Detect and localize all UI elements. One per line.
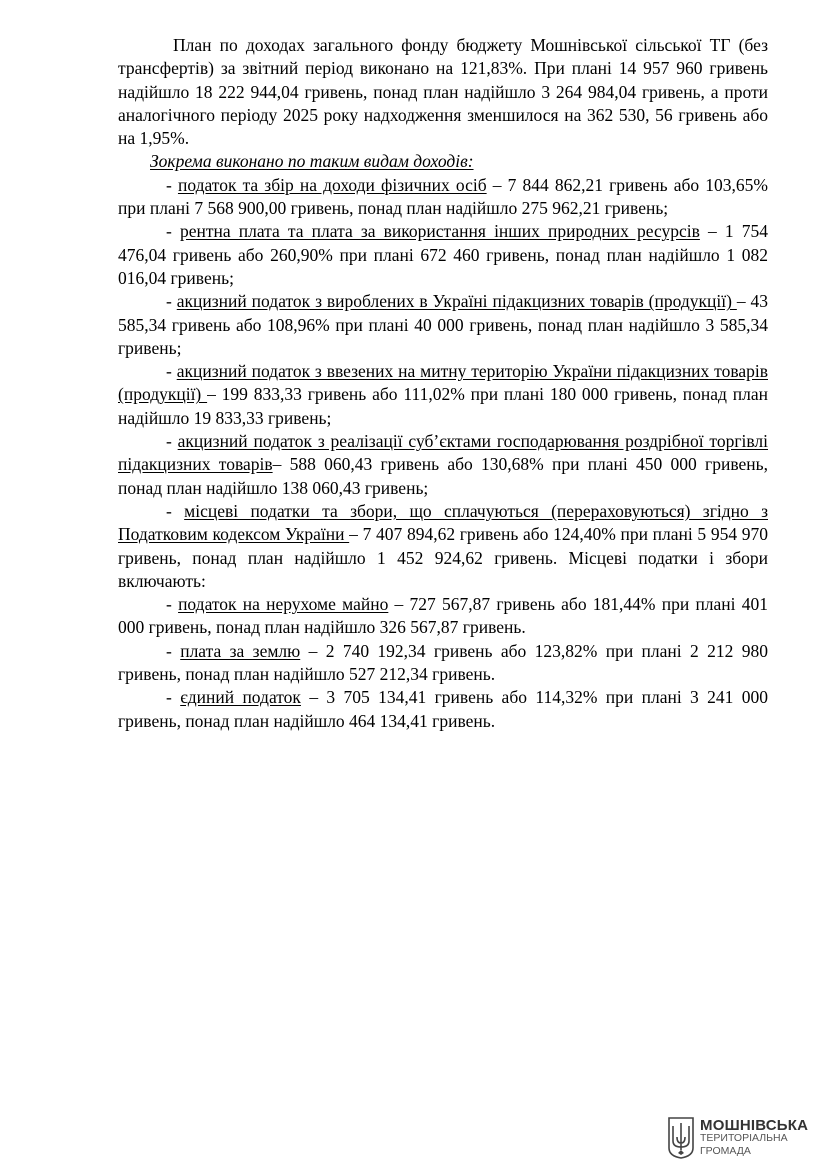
revenue-item-text: – 199 833,33 гривень або 111,02% при плані 180 000 гривень, понад план надійшло 19 833,33 гривень; bbox=[118, 384, 768, 428]
list-bullet: - bbox=[166, 594, 179, 615]
revenue-item bbox=[118, 686, 768, 733]
trident-emblem-icon bbox=[668, 1117, 694, 1159]
community-logo bbox=[668, 1113, 808, 1163]
revenue-item bbox=[118, 290, 768, 360]
list-bullet: - bbox=[166, 291, 177, 312]
logo-subtitle-1: ТЕРИТОРІАЛЬНА bbox=[700, 1131, 788, 1144]
revenue-item-label: плата за землю bbox=[180, 640, 301, 661]
list-bullet: - bbox=[166, 431, 178, 452]
revenue-item bbox=[118, 220, 768, 290]
revenue-item-text: – 588 060,43 гривень або 130,68% при плані 450 000 гривень, понад план надійшло 138 060,43 гривень; bbox=[118, 454, 768, 498]
document-body bbox=[118, 34, 768, 733]
revenue-item-text: – 2 740 192,34 гривень або 123,82% при плані 2 212 980 гривень, понад план надійшло 527 212,34 гривень. bbox=[118, 640, 768, 685]
list-bullet: - bbox=[166, 361, 177, 382]
list-bullet: - bbox=[166, 221, 180, 242]
revenue-item-text: – 43 585,34 гривень або 108,96% при плані 40 000 гривень, понад план надійшло 3 585,34 гривень; bbox=[118, 291, 769, 358]
revenue-item-label: рентна плата та плата за використання інших природних ресурсів bbox=[179, 221, 700, 242]
revenue-item-label: акцизний податок з вироблених в Україні підакцизних товарів (продукції) bbox=[176, 291, 737, 312]
revenue-item bbox=[118, 360, 768, 430]
intro-paragraph: План по доходах загального фонду бюджету Мошнівської сільської ТГ (без трансфертів) за звітний період виконано на 121,83%. При плані 14 957 960 гривень надійшло 18 222 944,04 гривень, понад план надійшло 3 264 984,04 гривень, а проти аналогічного періоду 2025 року надходження зменшилося на 362 530, 56 гривень або на 1,95%. bbox=[118, 35, 768, 149]
revenue-list bbox=[118, 174, 768, 733]
revenue-item-text: – 1 754 476,04 гривень або 260,90% при плані 672 460 гривень, понад план надійшло 1 082 016,04 гривень; bbox=[118, 221, 769, 288]
revenue-item bbox=[118, 593, 768, 640]
revenue-item-label: акцизний податок з ввезених на митну територію України підакцизних товарів (продукції) bbox=[118, 361, 768, 405]
revenue-item bbox=[118, 640, 768, 687]
section-heading-text: Зокрема виконано по таким видам доходів: bbox=[150, 151, 474, 172]
revenue-item bbox=[118, 174, 768, 221]
revenue-item-text: – 727 567,87 гривень або 181,44% при плані 401 000 гривень, понад план надійшло 326 567,87 гривень. bbox=[118, 594, 769, 638]
list-bullet: - bbox=[166, 174, 178, 195]
list-bullet: - bbox=[166, 500, 185, 521]
revenue-item-label: податок та збір на доходи фізичних осіб bbox=[177, 174, 487, 195]
revenue-item-label: єдиний податок bbox=[180, 687, 301, 708]
revenue-item bbox=[118, 430, 768, 500]
revenue-item bbox=[118, 500, 768, 593]
list-bullet: - bbox=[166, 687, 181, 708]
revenue-item-text: – 7 407 894,62 гривень або 124,40% при плані 5 954 970 гривень, понад план надійшло 1 452 924,62 гривень. Місцеві податки і збори включають: bbox=[118, 524, 769, 591]
revenue-item-text: – 7 844 862,21 гривень або 103,65% при плані 7 568 900,00 гривень, понад план надійшло 275 962,21 гривень; bbox=[118, 174, 768, 219]
revenue-item-label: податок на нерухоме майно bbox=[178, 594, 389, 615]
list-bullet: - bbox=[166, 640, 181, 661]
logo-name: МОШНІВСЬКА bbox=[700, 1116, 809, 1134]
revenue-item-label: акцизний податок з реалізації суб’єктами господарювання роздрібної торгівлі підакцизних товарів bbox=[118, 431, 768, 475]
revenue-item-label: місцеві податки та збори, що сплачуються (перераховуються) згідно з Податковим кодексом України bbox=[118, 500, 768, 545]
revenue-item-text: – 3 705 134,41 гривень або 114,32% при плані 3 241 000 гривень, понад план надійшло 464 134,41 гривень. bbox=[118, 687, 769, 731]
section-heading bbox=[118, 150, 768, 173]
logo-subtitle-2: ГРОМАДА bbox=[700, 1144, 751, 1157]
logo-text bbox=[700, 1116, 809, 1158]
